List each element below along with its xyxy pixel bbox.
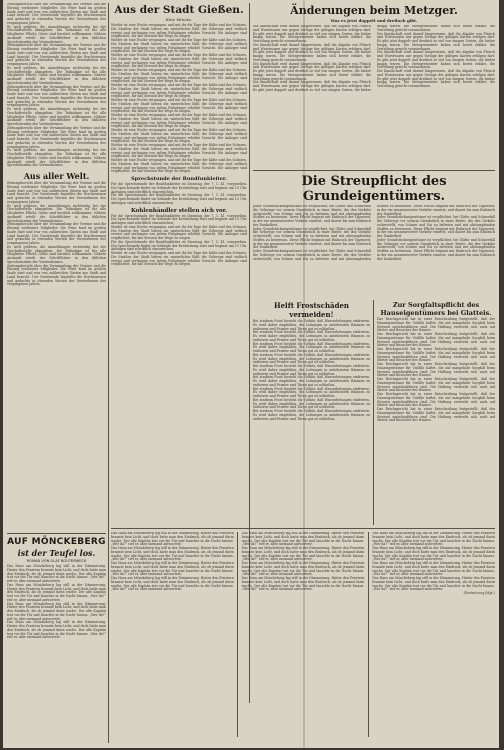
article-text: Für die Sprechstunde der Rundfunkleiter ist Dienstag, der 7. 1. 41, vorgesehen. Die Sprechstunde findet im Gebäude der Kreisleitung statt und beginnt um 15 Uhr. Anfragen sind schriftlich einzureichen. [111, 182, 247, 194]
article-text: Jeder Grundstückseigentümer ist verpflichtet, bei Glätte und Schneefall die Gehwege vor seinem Grundstück in einer Breite, die den Verkehr sicherstellt, von Schnee und Eis zu befreien und mit abstumpfenden Stoffen zu bestreuen. Diese Pflicht beginnt mit Einbruch der Tageszeit, in der ein nennenswerter Verkehr einsetzt, und dauert bis zum Einbruch der Dunkelheit. [253, 205, 495, 261]
serial-novel [7, 533, 106, 746]
headline-kohlen: Kohlenhändler stellen sich vor. [130, 207, 228, 214]
serial-text: Das Haus am Mönckeberg lag still in der Dämmerung. Hinter den Fenstern brannte kein Licht, und doch hatte man den Eindruck, als ob jemand darin wache. Der alte Kapitän trat vor die Tür und lauschte in die Nacht hinaus. „Wer da?“ rief er, aber niemand antwortete. [7, 564, 106, 583]
article-text: Jeder Grundstückseigentümer ist verpflichtet, bei Glätte und Schneefall die Gehwege vor seinem Grundstück in einer Breite, die den Verkehr sicherstellt, von Schnee und Eis zu befreien und mit abstumpfenden Stoffen zu bestreuen. Diese Pflicht beginnt mit Einbruch der Tageszeit, in der ein nennenswerter Verkehr einsetzt, und dauert bis zum Einbruch der Dunkelheit. [377, 237, 495, 261]
article-streupflicht [253, 173, 495, 298]
serial-text: Das Haus am Mönckeberg lag still in der Dämmerung. Hinter den Fenstern brannte kein Licht, und doch hatte man den Eindruck, als ob jemand darin wache. Der alte Kapitän trat vor die Tür und lauschte in die Nacht hinaus. „Wer da?“ rief er, aber niemand antwortete. [241, 546, 365, 562]
article-text: Die Kundschaft wird darauf hingewiesen, daß die Abgabe von Fleisch und Wurstwaren nur gegen Vorlage der gültigen Karten erfolgen darf. Es gibt jetzt doppelt und dreifach so viel von einigen Sorten, die bisher knapp waren. Die Metzgermeister haben sich bereit erklärt, die Verteilung gerecht vorzunehmen. [253, 61, 371, 81]
article-text: Das Reichsgericht hat in einer Entscheidung festgestellt, daß der Hauseigentümer für Unfälle haftet, die auf mangelnde Sorgfalt beim Streuen zurückzuführen sind. Die Haftung erstreckt sich auch auf Mieter und Besucher des Hauses. [377, 407, 495, 423]
article-text: Wieder ist eine Woche vergangen, und mit ihr die Tage der Kälte und des Schnees. Die Straßen der Stadt bieten ein winterliches Bild; die Gehwege sind vielfach vereist und verlangen von jedem Fußgänger erhöhte Vorsicht. Die Anlieger sind verpflichtet, für das Streuen der Wege zu sorgen. [111, 128, 247, 144]
section-rule [111, 528, 495, 529]
article-text: Es wird gebeten, die Anmeldungen rechtzeitig bei der Geschäftsstelle abzugeben. Die Teilnahme ist für alle Mitglieder Pflicht; Gäste sind herzlich willkommen. Nähere Auskunft erteilt der Schriftführer in den üblichen Sprechstunden des Vereinsheimes. [7, 24, 106, 44]
article-text: Bei starkem Frost besteht die Gefahr, daß Wasserleitungen einfrieren. Es wird daher empfohlen, die Leitungen in unbeheizten Räumen zu entleeren und Fenster und Türen gut zu schließen. [253, 341, 370, 353]
serial-text: Das Haus am Mönckeberg lag still in der Dämmerung. Hinter den Fenstern brannte kein Licht, und doch hatte man den Eindruck, als ob jemand darin wache. Der alte Kapitän trat vor die Tür und lauschte in die Nacht hinaus. „Wer da?“ rief er, aber niemand antwortete. [111, 546, 234, 562]
article-text: Jeder Grundstückseigentümer ist verpflichtet, bei Glätte und Schneefall die Gehwege vor seinem Grundstück in einer Breite, die den Verkehr sicherstellt, von Schnee und Eis zu befreien und mit abstumpfenden Stoffen zu bestreuen. Diese Pflicht beginnt mit Einbruch der Tageszeit, in der ein nennenswerter Verkehr einsetzt, und dauert bis zum Einbruch der Dunkelheit. [253, 205, 371, 227]
serial-text: Das Haus am Mönckeberg lag still in der Dämmerung. Hinter den Fenstern brannte kein Licht, und doch hatte man den Eindruck, als ob jemand darin wache. Der alte Kapitän trat vor die Tür und lauschte in die Nacht hinaus. „Wer da?“ rief er, aber niemand antwortete. [241, 561, 365, 577]
serial-text: Das Haus am Mönckeberg lag still in der Dämmerung. Hinter den Fenstern brannte kein Licht, und doch hatte man den Eindruck, als ob jemand darin wache. Der alte Kapitän trat vor die Tür und lauschte in die Nacht hinaus. „Wer da?“ rief er, aber niemand antwortete. [372, 576, 495, 592]
article-text: Für die Sprechstunde der Rundfunkleiter ist Dienstag, der 7. 1. 41, vorgesehen. Die Sprechstunde findet im Gebäude der Kreisleitung statt und beginnt um 15 Uhr. Anfragen sind schriftlich einzureichen. [111, 193, 247, 205]
article-text: Bei starkem Frost besteht die Gefahr, daß Wasserleitungen einfrieren. Es wird daher empfohlen, die Leitungen in unbeheizten Räumen zu entleeren und Fenster und Türen gut zu schließen. [253, 330, 370, 342]
article-text: Jeder Grundstückseigentümer ist verpflichtet, bei Glätte und Schneefall die Gehwege vor seinem Grundstück in einer Breite, die den Verkehr sicherstellt, von Schnee und Eis zu befreien und mit abstumpfenden Stoffen zu bestreuen. Diese Pflicht beginnt mit Einbruch der Tageszeit, in der ein nennenswerter Verkehr einsetzt, und dauert bis zum Einbruch der Dunkelheit. [253, 226, 371, 250]
article-text: Wieder ist eine Woche vergangen, und mit ihr die Tage der Kälte und des Schnees. Die Straßen der Stadt bieten ein winterliches Bild; die Gehwege sind vielfach vereist und verlangen von jedem Fußgänger erhöhte Vorsicht. Die Anlieger sind verpflichtet, für das Streuen der Wege zu sorgen. [111, 98, 247, 114]
headline-streupflicht: Die Streupflicht des Grundeigentümers. [301, 174, 447, 204]
serial-subtitle: ist der Teufel los. [17, 548, 96, 558]
article-text: Zeitungsbericht über die Versammlung der Vereine und die Ehrung verdienter Mitglieder. Die Feier fand im großen Saale statt und war von zahlreichen Gästen aus Stadt und Land besucht. Der Vorsitzende begrüßte die Erschienenen und gedachte in ehrenden Worten der Verstorbenen des vergangenen Jahres. [7, 263, 106, 287]
serial-text: Das Haus am Mönckeberg lag still in der Dämmerung. Hinter den Fenstern brannte kein Licht, und doch hatte man den Eindruck, als ob jemand darin wache. Der alte Kapitän trat vor die Tür und lauschte in die Nacht hinaus. „Wer da?“ rief er, aber niemand antwortete. [7, 601, 106, 621]
headline-welt: Aus aller Welt. [23, 171, 90, 181]
article-text: Zeitungsbericht über die Versammlung der Vereine und die Ehrung verdienter Mitglieder. Die Feier fand im großen Saale statt und war von zahlreichen Gästen aus Stadt und Land besucht. Der Vorsitzende begrüßte die Erschienenen und gedachte in ehrenden Worten der Verstorbenen des vergangenen Jahres. [7, 84, 106, 108]
article-text: Zeitungsbericht über die Versammlung der Vereine und die Ehrung verdienter Mitglieder. Die Feier fand im großen Saale statt und war von zahlreichen Gästen aus Stadt und Land besucht. Der Vorsitzende begrüßte die Erschienenen und gedachte in ehrenden Worten der Verstorbenen des vergangenen Jahres. [7, 125, 106, 149]
article-text: Bei starkem Frost besteht die Gefahr, daß Wasserleitungen einfrieren. Es wird daher empfohlen, die Leitungen in unbeheizten Räumen zu entleeren und Fenster und Türen gut zu schließen. [253, 409, 370, 421]
article-text: Wieder ist eine Woche vergangen, und mit ihr die Tage der Kälte und des Schnees. Die Straßen der Stadt bieten ein winterliches Bild; die Gehwege sind vielfach vereist und verlangen von jedem Fußgänger erhöhte Vorsicht. Die Anlieger sind verpflichtet, für das Streuen der Wege zu sorgen. [111, 68, 247, 84]
article-text: Die Kundschaft wird darauf hingewiesen, daß die Abgabe von Fleisch und Wurstwaren nur gegen Vorlage der gültigen Karten erfolgen darf. Es gibt jetzt doppelt und dreifach so viel von einigen Sorten, die bisher knapp waren. Die Metzgermeister haben sich bereit erklärt, die Verteilung gerecht vorzunehmen. [377, 31, 495, 51]
article-text: Wieder ist eine Woche vergangen, und mit ihr die Tage der Kälte und des Schnees. Die Straßen der Stadt bieten ein winterliches Bild; die Gehwege sind vielfach vereist und verlangen von jedem Fußgänger erhöhte Vorsicht. Die Anlieger sind verpflichtet, für das Streuen der Wege zu sorgen. [111, 158, 247, 174]
article-text: Für die Sprechstunde der Rundfunkleiter ist Dienstag, der 7. 1. 41, vorgesehen. Die Sprechstunde findet im Gebäude der Kreisleitung statt und beginnt um 15 Uhr. Anfragen sind schriftlich einzureichen. [111, 239, 247, 252]
serial-text: Das Haus am Mönckeberg lag still in der Dämmerung. Hinter den Fenstern brannte kein Licht, und doch hatte man den Eindruck, als ob jemand darin wache. Der alte Kapitän trat vor die Tür und lauschte in die Nacht hinaus. „Wer da?“ rief er, aber niemand antwortete. [7, 620, 106, 640]
article-text: Für die Sprechstunde der Rundfunkleiter ist Dienstag, der 7. 1. 41, vorgesehen. Die Sprechstunde findet im Gebäude der Kreisleitung statt und beginnt um 15 Uhr. Anfragen sind schriftlich einzureichen. [111, 213, 247, 225]
article-text: Das Reichsgericht hat in einer Entscheidung festgestellt, daß der Hauseigentümer für Unfälle haftet, die auf mangelnde Sorgfalt beim Streuen zurückzuführen sind. Die Haftung erstreckt sich auch auf Mieter und Besucher des Hauses. [377, 332, 495, 348]
article-text: Bei starkem Frost besteht die Gefahr, daß Wasserleitungen einfrieren. Es wird daher empfohlen, die Leitungen in unbeheizten Räumen zu entleeren und Fenster und Türen gut zu schließen. [253, 375, 370, 387]
article-text: Wieder ist eine Woche vergangen, und mit ihr die Tage der Kälte und des Schnees. Die Straßen der Stadt bieten ein winterliches Bild; die Gehwege sind vielfach vereist und verlangen von jedem Fußgänger erhöhte Vorsicht. Die Anlieger sind verpflichtet, für das Streuen der Wege zu sorgen. [111, 53, 247, 69]
article-text: Wieder ist eine Woche vergangen, und mit ihr die Tage der Kälte und des Schnees. Die Straßen der Stadt bieten ein winterliches Bild; die Gehwege sind vielfach vereist und verlangen von jedem Fußgänger erhöhte Vorsicht. Die Anlieger sind verpflichtet, für das Streuen der Wege zu sorgen. [111, 251, 247, 267]
article-text: Es wird gebeten, die Anmeldungen rechtzeitig bei der Geschäftsstelle abzugeben. Die Teilnahme ist für alle Mitglieder Pflicht; Gäste sind herzlich willkommen. Nähere Auskunft erteilt der Schriftführer in den üblichen Sprechstunden des Vereinsheimes. [7, 107, 106, 126]
article-text: Wieder ist eine Woche vergangen, und mit ihr die Tage der Kälte und des Schnees. Die Straßen der Stadt bieten ein winterliches Bild; die Gehwege sind vielfach vereist und verlangen von jedem Fußgänger erhöhte Vorsicht. Die Anlieger sind verpflichtet, für das Streuen der Wege zu sorgen. [111, 113, 247, 129]
column-rule [108, 3, 109, 743]
column-rule [373, 300, 374, 525]
article-text: Die Kundschaft wird darauf hingewiesen, daß die Abgabe von Fleisch und Wurstwaren nur gegen Vorlage der gültigen Karten erfolgen darf. Es gibt jetzt doppelt und dreifach so viel von einigen Sorten, die bisher knapp waren. Die Metzgermeister haben sich bereit erklärt, die Verteilung gerecht vorzunehmen. [253, 25, 371, 43]
article-text: Wieder ist eine Woche vergangen, und mit ihr die Tage der Kälte und des Schnees. Die Straßen der Stadt bieten ein winterliches Bild; die Gehwege sind vielfach vereist und verlangen von jedem Fußgänger erhöhte Vorsicht. Die Anlieger sind verpflichtet, für das Streuen der Wege zu sorgen. [111, 143, 247, 159]
article-text: Jeder Grundstückseigentümer ist verpflichtet, bei Glätte und Schneefall die Gehwege vor seinem Grundstück in einer Breite, die den Verkehr sicherstellt, von Schnee und Eis zu befreien und mit abstumpfenden Stoffen zu bestreuen. Diese Pflicht beginnt mit Einbruch der Tageszeit, in der ein nennenswerter Verkehr einsetzt, und dauert bis zum Einbruch der Dunkelheit. [377, 215, 495, 238]
serial-text: Das Haus am Mönckeberg lag still in der Dämmerung. Hinter den Fenstern brannte kein Licht, und doch hatte man den Eindruck, als ob jemand darin wache. Der alte Kapitän trat vor die Tür und lauschte in die Nacht hinaus. „Wer da?“ rief er, aber niemand antwortete. [111, 532, 234, 547]
article-text: Es wird gebeten, die Anmeldungen rechtzeitig bei der Geschäftsstelle abzugeben. Die Teilnahme ist für alle Mitglieder Pflicht; Gäste sind herzlich willkommen. Nähere Auskunft erteilt der Schriftführer in den üblichen Sprechstunden des Vereinsheimes. [7, 244, 106, 264]
headline-rundfunk: Sprechstunde der Rundfunkleiter. [131, 176, 227, 182]
article-text: Zeitungsbericht über die Versammlung der Vereine und die Ehrung verdienter Mitglieder. Die Feier fand im großen Saale statt und war von zahlreichen Gästen aus Stadt und Land besucht. Der Vorsitzende begrüßte die Erschienenen und gedachte in ehrenden Worten der Verstorbenen des vergangenen Jahres. [7, 181, 106, 204]
serial-text: Das Haus am Mönckeberg lag still in der Dämmerung. Hinter den Fenstern brannte kein Licht, und doch hatte man den Eindruck, als ob jemand darin wache. Der alte Kapitän trat vor die Tür und lauschte in die Nacht hinaus. „Wer da?“ rief er, aber niemand antwortete. [111, 576, 234, 592]
article-text: Das Reichsgericht hat in einer Entscheidung festgestellt, daß der Hauseigentümer für Unfälle haftet, die auf mangelnde Sorgfalt beim Streuen zurückzuführen sind. Die Haftung erstreckt sich auch auf Mieter und Besucher des Hauses. [377, 392, 495, 408]
serial-continuation [111, 532, 495, 744]
serial-text: Das Haus am Mönckeberg lag still in der Dämmerung. Hinter den Fenstern brannte kein Licht, und doch hatte man den Eindruck, als ob jemand darin wache. Der alte Kapitän trat vor die Tür und lauschte in die Nacht hinaus. „Wer da?“ rief er, aber niemand antwortete. [372, 532, 495, 547]
headline-frost: Helft Frostschäden vermeiden! [273, 301, 350, 319]
subheadline-stadt: Eine Minute. [165, 17, 193, 22]
serial-text: Das Haus am Mönckeberg lag still in der Dämmerung. Hinter den Fenstern brannte kein Licht, und doch hatte man den Eindruck, als ob jemand darin wache. Der alte Kapitän trat vor die Tür und lauschte in die Nacht hinaus. „Wer da?“ rief er, aber niemand antwortete. [111, 561, 234, 577]
article-sorgfalt [377, 300, 495, 525]
article-text: Wieder ist eine Woche vergangen, und mit ihr die Tage der Kälte und des Schnees. Die Straßen der Stadt bieten ein winterliches Bild; die Gehwege sind vielfach vereist und verlangen von jedem Fußgänger erhöhte Vorsicht. Die Anlieger sind verpflichtet, für das Streuen der Wege zu sorgen. [111, 23, 247, 39]
article-text: Das Reichsgericht hat in einer Entscheidung festgestellt, daß der Hauseigentümer für Unfälle haftet, die auf mangelnde Sorgfalt beim Streuen zurückzuführen sind. Die Haftung erstreckt sich auch auf Mieter und Besucher des Hauses. [377, 377, 495, 393]
article-text: Es wird gebeten, die Anmeldungen rechtzeitig bei der Geschäftsstelle abzugeben. Die Teilnahme ist für alle Mitglieder Pflicht; Gäste sind herzlich willkommen. Nähere Auskunft erteilt der Schriftführer in den üblichen Sprechstunden des Vereinsheimes. [7, 148, 106, 168]
section-rule [253, 170, 495, 171]
article-text: Es wird gebeten, die Anmeldungen rechtzeitig bei der Geschäftsstelle abzugeben. Die Teilnahme ist für alle Mitglieder Pflicht; Gäste sind herzlich willkommen. Nähere Auskunft erteilt der Schriftführer in den üblichen Sprechstunden des Vereinsheimes. [7, 65, 106, 85]
column-2 [111, 3, 247, 536]
article-text: Wieder ist eine Woche vergangen, und mit ihr die Tage der Kälte und des Schnees. Die Straßen der Stadt bieten ein winterliches Bild; die Gehwege sind vielfach vereist und verlangen von jedem Fußgänger erhöhte Vorsicht. Die Anlieger sind verpflichtet, für das Streuen der Wege zu sorgen. [111, 38, 247, 54]
serial-text: Das Haus am Mönckeberg lag still in der Dämmerung. Hinter den Fenstern brannte kein Licht, und doch hatte man den Eindruck, als ob jemand darin wache. Der alte Kapitän trat vor die Tür und lauschte in die Nacht hinaus. „Wer da?“ rief er, aber niemand antwortete. [7, 582, 106, 602]
article-text: Bei starkem Frost besteht die Gefahr, daß Wasserleitungen einfrieren. Es wird daher empfohlen, die Leitungen in unbeheizten Räumen zu entleeren und Fenster und Türen gut zu schließen. [253, 397, 370, 410]
subheadline-metzger: Was es jetzt doppelt und dreifach gibt. [330, 18, 418, 23]
article-frost [253, 300, 370, 525]
serial-title: AUF MÖNCKEBERG [7, 537, 106, 547]
article-text: Zeitungsbericht über die Versammlung der Vereine und die Ehrung verdienter Mitglieder. Die Feier fand im großen Saale statt und war von zahlreichen Gästen aus Stadt und Land besucht. Der Vorsitzende begrüßte die Erschienenen und gedachte in ehrenden Worten der Verstorbenen des vergangenen Jahres. [7, 3, 106, 25]
article-text: Bei starkem Frost besteht die Gefahr, daß Wasserleitungen einfrieren. Es wird daher empfohlen, die Leitungen in unbeheizten Räumen zu entleeren und Fenster und Türen gut zu schließen. [253, 352, 370, 365]
article-text: Die Kundschaft wird darauf hingewiesen, daß die Abgabe von Fleisch und Wurstwaren nur gegen Vorlage der gültigen Karten erfolgen darf. Es gibt jetzt doppelt und dreifach so viel von einigen Sorten, die bisher knapp waren. Die Metzgermeister haben sich bereit erklärt, die Verteilung gerecht vorzunehmen. [377, 50, 495, 70]
newspaper-page [3, 0, 499, 748]
article-text: Bei starkem Frost besteht die Gefahr, daß Wasserleitungen einfrieren. Es wird daher empfohlen, die Leitungen in unbeheizten Räumen zu entleeren und Fenster und Türen gut zu schließen. [253, 364, 370, 376]
continuation-note: (Fortsetzung folgt.) [463, 591, 495, 595]
article-text: Die Kundschaft wird darauf hingewiesen, daß die Abgabe von Fleisch und Wurstwaren nur gegen Vorlage der gültigen Karten erfolgen darf. Es gibt jetzt doppelt und dreifach so viel von einigen Sorten, die bisher knapp waren. Die Metzgermeister haben sich bereit erklärt, die Verteilung gerecht vorzunehmen. [253, 42, 371, 62]
column-metzger [253, 3, 495, 169]
serial-text: Das Haus am Mönckeberg lag still in der Dämmerung. Hinter den Fenstern brannte kein Licht, und doch hatte man den Eindruck, als ob jemand darin wache. Der alte Kapitän trat vor die Tür und lauschte in die Nacht hinaus. „Wer da?“ rief er, aber niemand antwortete. [372, 561, 495, 577]
article-text: Zeitungsbericht über die Versammlung der Vereine und die Ehrung verdienter Mitglieder. Die Feier fand im großen Saale statt und war von zahlreichen Gästen aus Stadt und Land besucht. Der Vorsitzende begrüßte die Erschienenen und gedachte in ehrenden Worten der Verstorbenen des vergangenen Jahres. [7, 43, 106, 66]
article-text: Wieder ist eine Woche vergangen, und mit ihr die Tage der Kälte und des Schnees. Die Straßen der Stadt bieten ein winterliches Bild; die Gehwege sind vielfach vereist und verlangen von jedem Fußgänger erhöhte Vorsicht. Die Anlieger sind verpflichtet, für das Streuen der Wege zu sorgen. [111, 224, 247, 240]
article-text: Das Reichsgericht hat in einer Entscheidung festgestellt, daß der Hauseigentümer für Unfälle haftet, die auf mangelnde Sorgfalt beim Streuen zurückzuführen sind. Die Haftung erstreckt sich auch auf Mieter und Besucher des Hauses. [377, 317, 495, 333]
article-text: Bei starkem Frost besteht die Gefahr, daß Wasserleitungen einfrieren. Es wird daher empfohlen, die Leitungen in unbeheizten Räumen zu entleeren und Fenster und Türen gut zu schließen. [253, 319, 370, 331]
serial-text: Das Haus am Mönckeberg lag still in der Dämmerung. Hinter den Fenstern brannte kein Licht, und doch hatte man den Eindruck, als ob jemand darin wache. Der alte Kapitän trat vor die Tür und lauschte in die Nacht hinaus. „Wer da?“ rief er, aber niemand antwortete. [241, 532, 365, 547]
serial-text: Das Haus am Mönckeberg lag still in der Dämmerung. Hinter den Fenstern brannte kein Licht, und doch hatte man den Eindruck, als ob jemand darin wache. Der alte Kapitän trat vor die Tür und lauschte in die Nacht hinaus. „Wer da?“ rief er, aber niemand antwortete. [372, 546, 495, 562]
article-text: Die Kundschaft wird darauf hingewiesen, daß die Abgabe von Fleisch und Wurstwaren nur gegen Vorlage der gültigen Karten erfolgen darf. Es gibt jetzt doppelt und dreifach so viel von einigen Sorten, die bisher knapp waren. Die Metzgermeister haben sich bereit erklärt, die Verteilung gerecht vorzunehmen. [377, 69, 495, 88]
headline-stadt: Aus der Stadt Gießen. [114, 4, 244, 16]
serial-byline: ROMAN VON OLAF BOUTERWECK [26, 559, 87, 563]
article-text: Bei starkem Frost besteht die Gefahr, daß Wasserleitungen einfrieren. Es wird daher empfohlen, die Leitungen in unbeheizten Räumen zu entleeren und Fenster und Türen gut zu schließen. [253, 386, 370, 398]
headline-metzger: Änderungen beim Metzger. [290, 4, 458, 17]
article-text: Es wird gebeten, die Anmeldungen rechtzeitig bei der Geschäftsstelle abzugeben. Die Teilnahme ist für alle Mitglieder Pflicht; Gäste sind herzlich willkommen. Nähere Auskunft erteilt der Schriftführer in den üblichen Sprechstunden des Vereinsheimes. [7, 203, 106, 223]
serial-text: Das Haus am Mönckeberg lag still in der Dämmerung. Hinter den Fenstern brannte kein Licht, und doch hatte man den Eindruck, als ob jemand darin wache. Der alte Kapitän trat vor die Tür und lauschte in die Nacht hinaus. „Wer da?“ rief er, aber niemand antwortete. [241, 576, 365, 592]
article-text: Die Kundschaft wird darauf hingewiesen, daß die Abgabe von Fleisch und Wurstwaren nur gegen Vorlage der gültigen Karten erfolgen darf. Es gibt jetzt doppelt und dreifach so viel von einigen Sorten, die bisher knapp waren. Die Metzgermeister haben sich bereit erklärt, die Verteilung gerecht vorzunehmen. [253, 25, 495, 92]
headline-sorgfalt: Zur Sorgfaltspflicht des Hauseigentümers bei Glatteis. [380, 301, 492, 317]
article-text: Zeitungsbericht über die Versammlung der Vereine und die Ehrung verdienter Mitglieder. Die Feier fand im großen Saale statt und war von zahlreichen Gästen aus Stadt und Land besucht. Der Vorsitzende begrüßte die Erschienenen und gedachte in ehrenden Worten der Verstorbenen des vergangenen Jahres. [7, 222, 106, 245]
article-text: Das Reichsgericht hat in einer Entscheidung festgestellt, daß der Hauseigentümer für Unfälle haftet, die auf mangelnde Sorgfalt beim Streuen zurückzuführen sind. Die Haftung erstreckt sich auch auf Mieter und Besucher des Hauses. [377, 347, 495, 363]
article-text: Das Reichsgericht hat in einer Entscheidung festgestellt, daß der Hauseigentümer für Unfälle haftet, die auf mangelnde Sorgfalt beim Streuen zurückzuführen sind. Die Haftung erstreckt sich auch auf Mieter und Besucher des Hauses. [377, 362, 495, 378]
article-text: Wieder ist eine Woche vergangen, und mit ihr die Tage der Kälte und des Schnees. Die Straßen der Stadt bieten ein winterliches Bild; die Gehwege sind vielfach vereist und verlangen von jedem Fußgänger erhöhte Vorsicht. Die Anlieger sind verpflichtet, für das Streuen der Wege zu sorgen. [111, 83, 247, 99]
